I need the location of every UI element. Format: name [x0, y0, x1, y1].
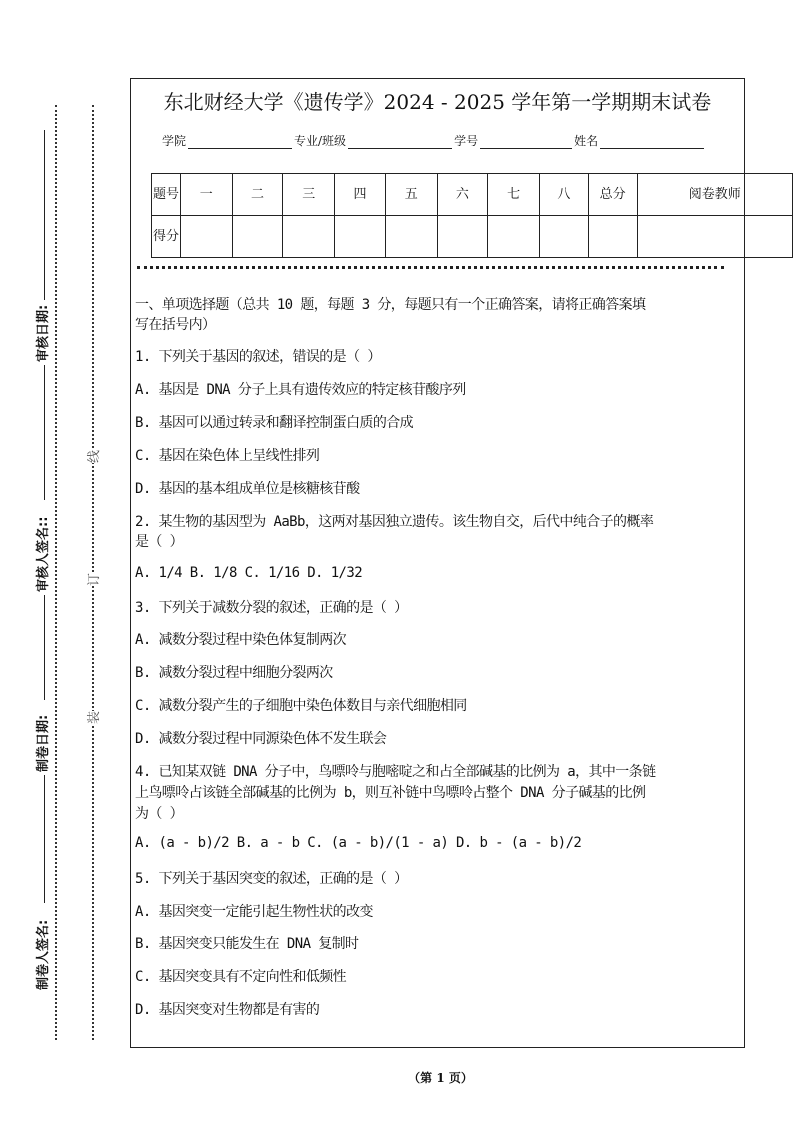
name-label: 姓名 [574, 134, 599, 148]
option: D. 基因突变对生物都是有害的 [135, 1002, 320, 1018]
maker-sign-label: 制卷人签名: [36, 919, 51, 990]
college-label: 学院 [162, 134, 187, 148]
score-cell[interactable] [335, 216, 386, 258]
option: C. 减数分裂产生的子细胞中染色体数目与亲代细胞相同 [135, 698, 467, 714]
question-2: 2. 某生物的基因型为 AaBb，这两对基因独立遗传。该生物自交，后代中纯合子的概率 [135, 514, 654, 530]
header-cell: 题号 [152, 174, 181, 216]
section-heading-cont: 写在括号内） [135, 317, 216, 333]
question-4-cont: 上鸟嘌呤占该链全部碱基的比例为 b，则互补链中鸟嘌呤占整个 DNA 分子碱基的比例 [135, 785, 646, 801]
option: D. 减数分裂过程中同源染色体不发生联会 [135, 731, 387, 747]
header-cell: 五 [385, 174, 437, 216]
score-cell[interactable] [588, 216, 637, 258]
score-cell[interactable] [637, 216, 792, 258]
exam-title: 东北财经大学《遗传学》2024 - 2025 学年第一学期期末试卷 [163, 90, 712, 114]
binding-mark-ding: 订 [83, 573, 102, 586]
header-cell: 一 [180, 174, 232, 216]
student-info-row [162, 132, 706, 149]
review-date-label: 审核日期: [36, 304, 51, 362]
option: D. 基因的基本组成单位是核糖核苷酸 [135, 481, 360, 497]
maker-sign-underline [44, 775, 45, 903]
score-cell[interactable] [488, 216, 540, 258]
score-cell[interactable] [437, 216, 488, 258]
maker-date-underline [44, 595, 45, 700]
header-cell: 七 [488, 174, 540, 216]
option: A. 基因是 DNA 分子上具有遗传效应的特定核苷酸序列 [135, 382, 466, 398]
header-cell: 六 [437, 174, 488, 216]
student-id-field[interactable] [480, 134, 572, 149]
score-cell[interactable] [540, 216, 589, 258]
binding-mark-zhuang: 装 [83, 711, 102, 724]
score-label-cell: 得分 [152, 216, 181, 258]
question-4-cont: 为（ ） [135, 806, 184, 822]
binding-mark-line: 线 [83, 450, 102, 463]
reviewer-sign-label: 审核人签名:: [36, 516, 51, 592]
header-cell: 四 [335, 174, 386, 216]
review-date-underline [44, 130, 45, 300]
student-id-label: 学号 [454, 134, 479, 148]
options: A. 1/4 B. 1/8 C. 1/16 D. 1/32 [135, 565, 363, 581]
score-cell[interactable] [180, 216, 232, 258]
option: B. 基因突变只能发生在 DNA 复制时 [135, 936, 359, 952]
option: B. 减数分裂过程中细胞分裂两次 [135, 665, 333, 681]
header-cell: 三 [283, 174, 335, 216]
question-4: 4. 已知某双链 DNA 分子中，鸟嘌呤与胞嘧啶之和占全部碱基的比例为 a，其中一条链 [135, 764, 656, 780]
option: C. 基因突变具有不定向性和低频性 [135, 969, 347, 985]
question-2-cont: 是（ ） [135, 534, 184, 550]
major-label: 专业/班级 [294, 134, 347, 148]
maker-date-label: 制卷日期: [36, 714, 51, 772]
option: B. 基因可以通过转录和翻译控制蛋白质的合成 [135, 415, 414, 431]
reviewer-sign-underline [44, 365, 45, 500]
option: A. 减数分裂过程中染色体复制两次 [135, 632, 347, 648]
header-cell: 二 [232, 174, 283, 216]
header-cell: 总分 [588, 174, 637, 216]
score-table [151, 173, 793, 258]
option: A. 基因突变一定能引起生物性状的改变 [135, 904, 373, 920]
question-3: 3. 下列关于减数分裂的叙述，正确的是（ ） [135, 600, 408, 616]
college-field[interactable] [188, 134, 292, 149]
option: C. 基因在染色体上呈线性排列 [135, 448, 320, 464]
name-field[interactable] [600, 134, 704, 149]
options: A. (a - b)/2 B. a - b C. (a - b)/(1 - a) D. b - (a - b)/2 [135, 835, 582, 851]
score-cell[interactable] [385, 216, 437, 258]
header-cell: 阅卷教师 [637, 174, 792, 216]
page-number: （第 1 页） [408, 1071, 473, 1085]
header-cell: 八 [540, 174, 589, 216]
seal-dotted-line-outer [55, 105, 57, 1040]
score-cell[interactable] [232, 216, 283, 258]
major-field[interactable] [348, 134, 452, 149]
score-cell[interactable] [283, 216, 335, 258]
question-1: 1. 下列关于基因的叙述，错误的是（ ） [135, 349, 381, 365]
dotted-separator [137, 266, 724, 269]
section-heading: 一、单项选择题（总共 10 题，每题 3 分，每题只有一个正确答案，请将正确答案填 [135, 297, 646, 313]
question-5: 5. 下列关于基因突变的叙述，正确的是（ ） [135, 871, 408, 887]
